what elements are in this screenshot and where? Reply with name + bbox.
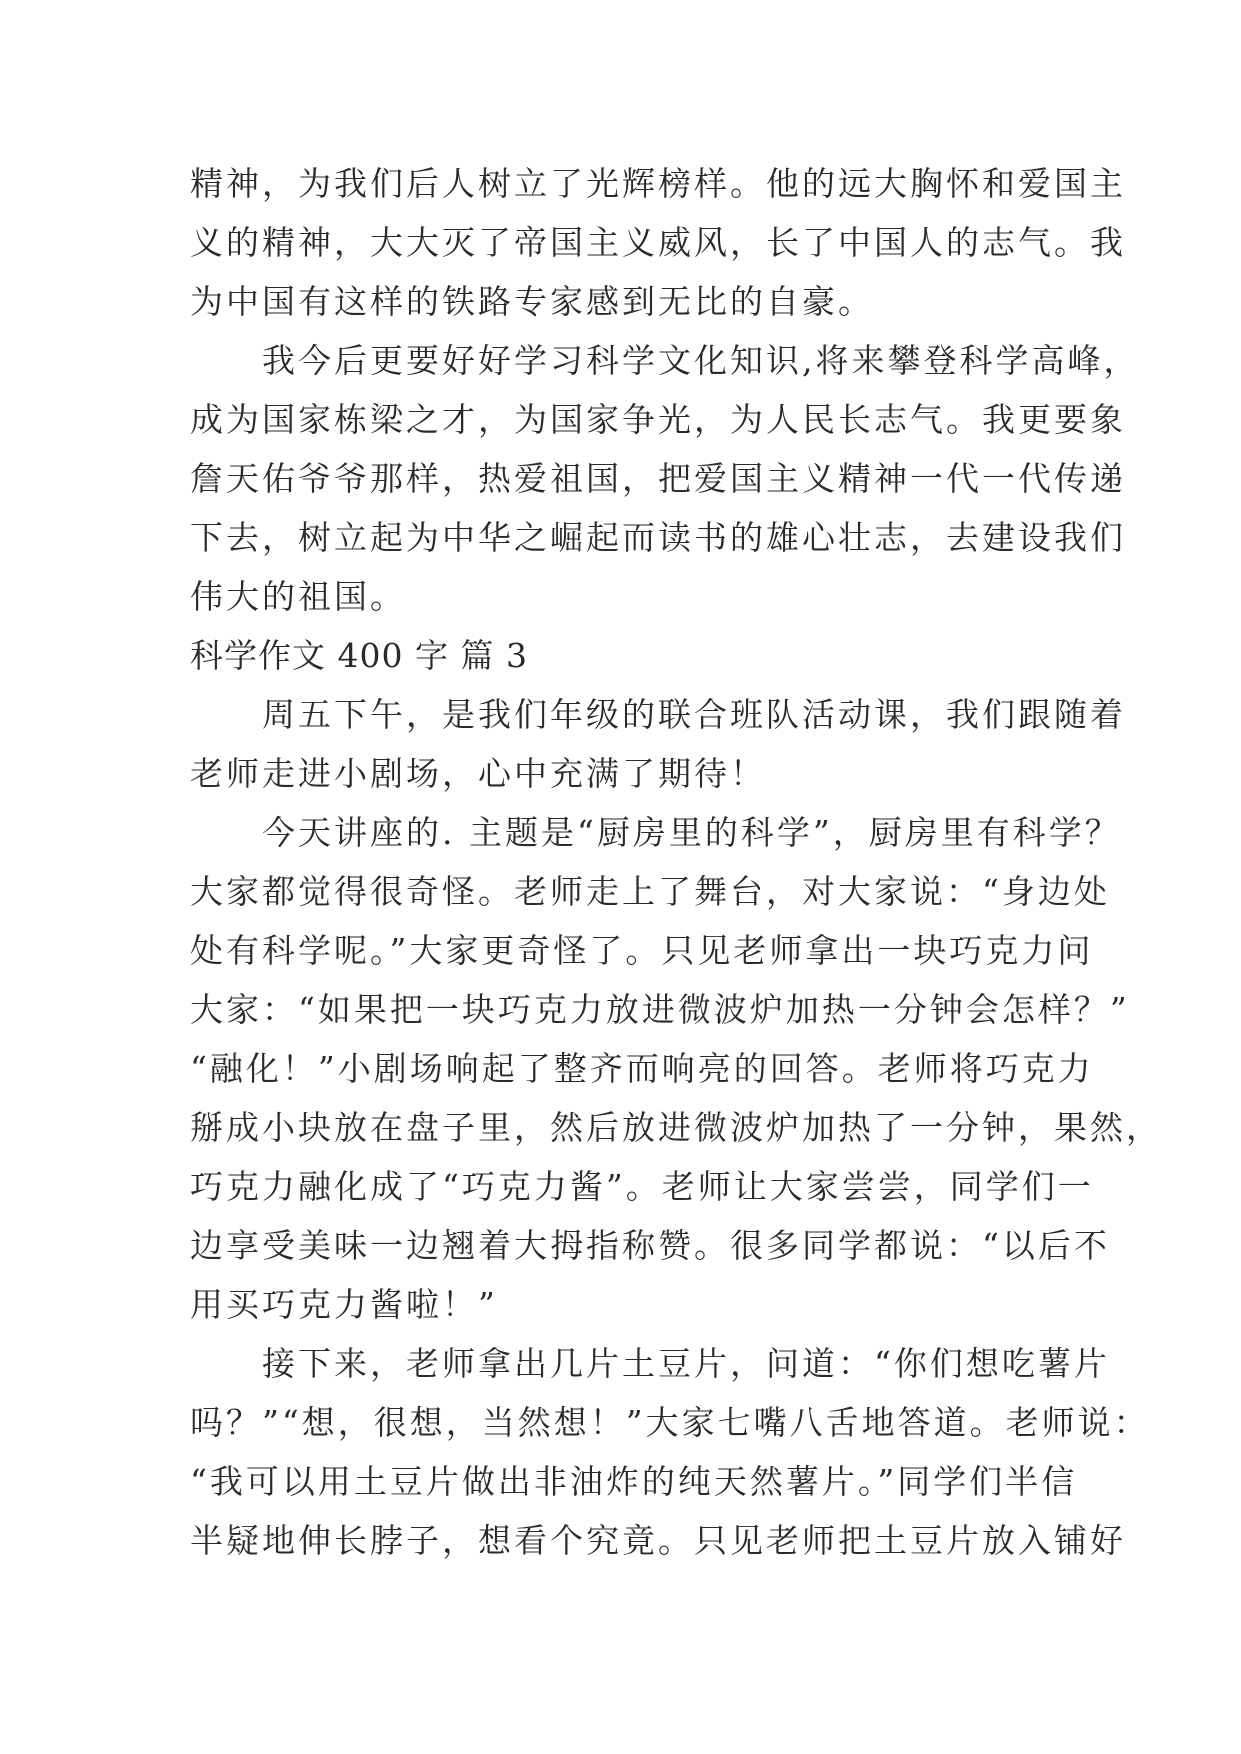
text-line: 为中国有这样的铁路专家感到无比的自豪。 <box>190 282 874 321</box>
text-line: 边享受美味一边翘着大拇指称赞。很多同学都说：“以后不 <box>190 1226 1110 1265</box>
section-heading: 科学作文 400 字 篇 3 <box>190 636 528 675</box>
text-line: 义的精神，大大灭了帝国主义威风，长了中国人的志气。我 <box>190 223 1126 262</box>
text-line: 老师走进小剧场，心中充满了期待！ <box>190 754 766 793</box>
text-line: 大家都觉得很奇怪。老师走上了舞台，对大家说：“身边处 <box>190 872 1110 911</box>
paragraph-start-line: 周五下午，是我们年级的联合班队活动课，我们跟随着 <box>262 695 1126 734</box>
paragraph-start-line: 接下来，老师拿出几片土豆片，问道：“你们想吃薯片 <box>262 1344 1110 1383</box>
text-line: 伟大的祖国。 <box>190 577 406 616</box>
paragraph-start-line: 今天讲座的. 主题是“厨房里的科学”，厨房里有科学？ <box>262 813 1121 852</box>
text-line: 精神，为我们后人树立了光辉榜样。他的远大胸怀和爱国主 <box>190 164 1126 203</box>
paragraph-start-line: 我今后更要好好学习科学文化知识,将来攀登科学高峰， <box>262 341 1140 380</box>
text-line: 掰成小块放在盘子里，然后放进微波炉加热了一分钟，果然， <box>190 1108 1162 1147</box>
text-line: “我可以用土豆片做出非油炸的纯天然薯片。”同学们半信 <box>190 1462 1078 1501</box>
text-line: 半疑地伸长脖子，想看个究竟。只见老师把土豆片放入铺好 <box>190 1521 1126 1560</box>
document-body <box>190 154 1162 1570</box>
text-line: “融化！”小剧场响起了整齐而响亮的回答。老师将巧克力 <box>190 1049 1094 1088</box>
text-line: 詹天佑爷爷那样，热爱祖国，把爱国主义精神一代一代传递 <box>190 459 1126 498</box>
text-line: 成为国家栋梁之才，为国家争光，为人民长志气。我更要象 <box>190 400 1126 439</box>
text-line: 处有科学呢。”大家更奇怪了。只见老师拿出一块巧克力问 <box>190 931 1094 970</box>
text-line: 大家：“如果把一块巧克力放进微波炉加热一分钟会怎样？” <box>190 990 1130 1029</box>
text-line: 下去，树立起为中华之崛起而读书的雄心壮志，去建设我们 <box>190 518 1126 557</box>
text-line: 巧克力融化成了“巧克力酱”。老师让大家尝尝，同学们一 <box>190 1167 1094 1206</box>
text-line: 吗？”“想，很想，当然想！”大家七嘴八舌地答道。老师说： <box>190 1403 1150 1442</box>
text-line: 用买巧克力酱啦！” <box>190 1285 498 1324</box>
